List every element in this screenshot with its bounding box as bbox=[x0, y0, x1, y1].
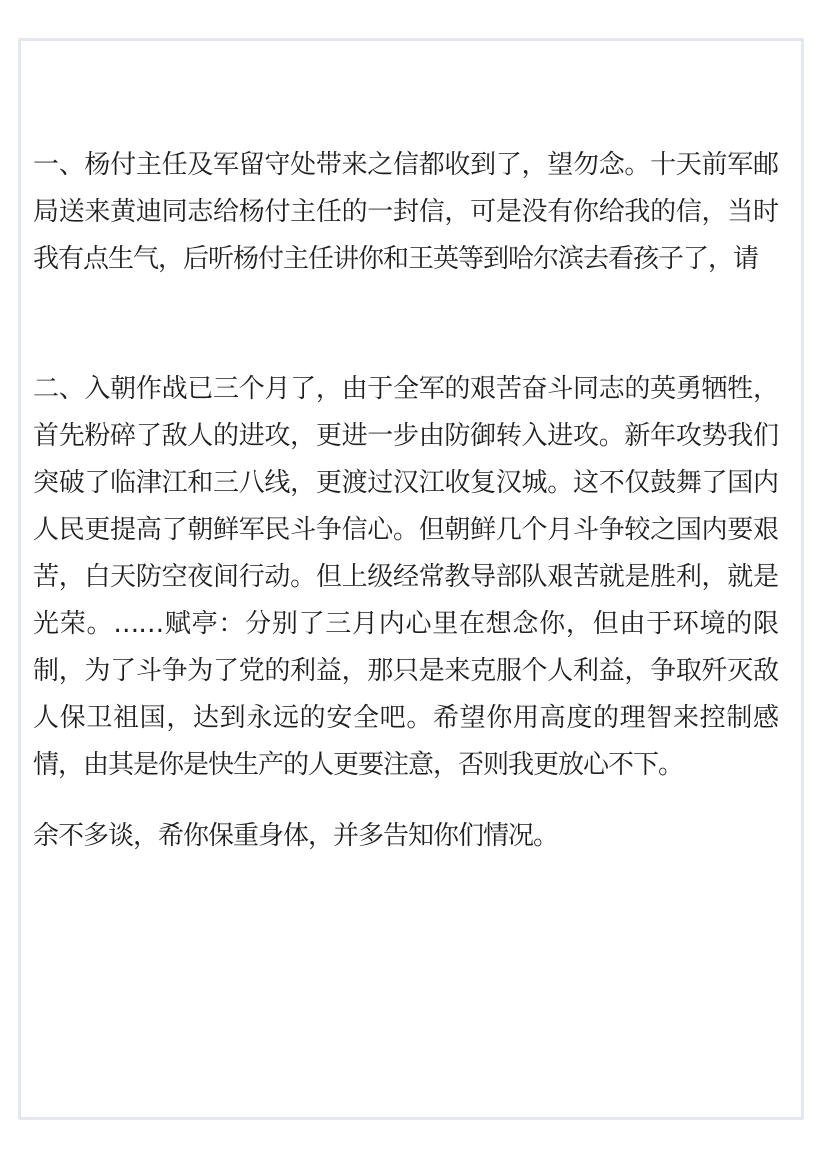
letter-paragraph-1: 一、杨付主任及军留守处带来之信都收到了，望勿念。十天前军邮局送来黄迪同志给杨付主任的一封信，可是没有你给我的信，当时我有点生气，后听杨付主任讲你和王英等到哈尔滨去看孩子了，请 bbox=[33, 150, 778, 274]
letter-paragraph-3: 余不多谈，希你保重身体，并多告知你们情况。 bbox=[33, 821, 559, 851]
letter-paragraph-2: 二、入朝作战已三个月了，由于全军的艰苦奋斗同志的英勇牺牲，首先粉碎了敌人的进攻，更进一步由防御转入进攻。新年攻势我们突破了临津江和三八线，更渡过汉江收复汉城。这不仅鼓舞了国内人民更提高了朝鲜军民斗争信心。但朝鲜几个月斗争较之国内要艰苦，白天防空夜间行动。但上级经常教导部队艰苦就是胜利，就是光荣。……赋亭：分别了三月内心里在想念你，但由于环境的限制，为了斗争为了党的利益，那只是来克服个人利益，争取歼灭敌人保卫祖国，达到永远的安全吧。希望你用高度的理智来控制感情，由其是你是快生产的人更要注意，否则我更放心不下。 bbox=[33, 374, 778, 780]
